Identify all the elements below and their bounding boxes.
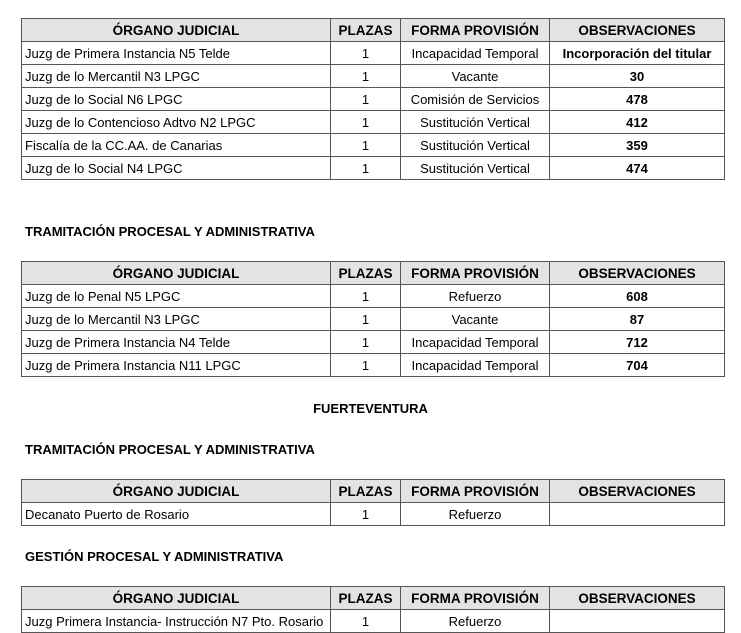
table-row (22, 308, 725, 331)
observaciones-cell: 87 (550, 308, 725, 331)
plazas-cell: 1 (331, 134, 401, 157)
table-plazas-3 (21, 479, 725, 526)
organo-cell: Juzg de lo Penal N5 LPGC (22, 285, 331, 308)
plazas-cell: 1 (331, 88, 401, 111)
forma-cell: Sustitución Vertical (401, 134, 550, 157)
col-header-plazas: PLAZAS (331, 19, 401, 42)
table-row (22, 331, 725, 354)
table-plazas-4 (21, 586, 725, 633)
forma-cell: Incapacidad Temporal (401, 42, 550, 65)
observaciones-cell: 359 (550, 134, 725, 157)
observaciones-cell: 704 (550, 354, 725, 377)
organo-cell: Juzg de lo Mercantil N3 LPGC (22, 65, 331, 88)
table-row (22, 65, 725, 88)
col-header-plazas: PLAZAS (331, 480, 401, 503)
table-row (22, 42, 725, 65)
organo-cell: Juzg de Primera Instancia N4 Telde (22, 331, 331, 354)
table-row (22, 285, 725, 308)
plazas-cell: 1 (331, 111, 401, 134)
observaciones-cell: 30 (550, 65, 725, 88)
table-header-row (22, 587, 725, 610)
col-header-observaciones: OBSERVACIONES (550, 262, 725, 285)
table-header-row (22, 262, 725, 285)
section-heading: TRAMITACIÓN PROCESAL Y ADMINISTRATIVA (25, 442, 315, 457)
table-plazas-1 (21, 18, 725, 180)
forma-cell: Incapacidad Temporal (401, 331, 550, 354)
organo-cell: Juzg de lo Mercantil N3 LPGC (22, 308, 331, 331)
table-row (22, 503, 725, 526)
table-row (22, 157, 725, 180)
col-header-plazas: PLAZAS (331, 587, 401, 610)
col-header-plazas: PLAZAS (331, 262, 401, 285)
col-header-observaciones: OBSERVACIONES (550, 480, 725, 503)
col-header-organo: ÓRGANO JUDICIAL (22, 480, 331, 503)
table-row (22, 88, 725, 111)
observaciones-cell (550, 610, 725, 633)
col-header-organo: ÓRGANO JUDICIAL (22, 262, 331, 285)
section-heading: TRAMITACIÓN PROCESAL Y ADMINISTRATIVA (25, 224, 315, 239)
organo-cell: Juzg de lo Contencioso Adtvo N2 LPGC (22, 111, 331, 134)
observaciones-cell: 712 (550, 331, 725, 354)
forma-cell: Vacante (401, 308, 550, 331)
col-header-organo: ÓRGANO JUDICIAL (22, 19, 331, 42)
forma-cell: Comisión de Servicios (401, 88, 550, 111)
plazas-cell: 1 (331, 42, 401, 65)
col-header-forma: FORMA PROVISIÓN (401, 262, 550, 285)
table-row (22, 134, 725, 157)
forma-cell: Incapacidad Temporal (401, 354, 550, 377)
organo-cell: Juzg de Primera Instancia N5 Telde (22, 42, 331, 65)
plazas-cell: 1 (331, 157, 401, 180)
organo-cell: Juzg Primera Instancia- Instrucción N7 Pto. Rosario (22, 610, 331, 633)
plazas-cell: 1 (331, 308, 401, 331)
observaciones-cell: 478 (550, 88, 725, 111)
organo-cell: Juzg de lo Social N6 LPGC (22, 88, 331, 111)
section-heading: GESTIÓN PROCESAL Y ADMINISTRATIVA (25, 549, 284, 564)
table-row (22, 610, 725, 633)
organo-cell: Juzg de Primera Instancia N11 LPGC (22, 354, 331, 377)
forma-cell: Vacante (401, 65, 550, 88)
observaciones-cell: 474 (550, 157, 725, 180)
col-header-observaciones: OBSERVACIONES (550, 19, 725, 42)
table-row (22, 354, 725, 377)
plazas-cell: 1 (331, 610, 401, 633)
observaciones-cell: 608 (550, 285, 725, 308)
plazas-cell: 1 (331, 331, 401, 354)
forma-cell: Refuerzo (401, 610, 550, 633)
forma-cell: Sustitución Vertical (401, 157, 550, 180)
observaciones-cell: 412 (550, 111, 725, 134)
col-header-forma: FORMA PROVISIÓN (401, 480, 550, 503)
table-row (22, 111, 725, 134)
table-header-row (22, 480, 725, 503)
plazas-cell: 1 (331, 285, 401, 308)
table-header-row (22, 19, 725, 42)
plazas-cell: 1 (331, 503, 401, 526)
forma-cell: Sustitución Vertical (401, 111, 550, 134)
observaciones-cell (550, 503, 725, 526)
island-heading: FUERTEVENTURA (313, 401, 428, 416)
col-header-observaciones: OBSERVACIONES (550, 587, 725, 610)
organo-cell: Fiscalía de la CC.AA. de Canarias (22, 134, 331, 157)
plazas-cell: 1 (331, 354, 401, 377)
organo-cell: Decanato Puerto de Rosario (22, 503, 331, 526)
plazas-cell: 1 (331, 65, 401, 88)
organo-cell: Juzg de lo Social N4 LPGC (22, 157, 331, 180)
col-header-forma: FORMA PROVISIÓN (401, 19, 550, 42)
table-plazas-2 (21, 261, 725, 377)
col-header-organo: ÓRGANO JUDICIAL (22, 587, 331, 610)
forma-cell: Refuerzo (401, 285, 550, 308)
col-header-forma: FORMA PROVISIÓN (401, 587, 550, 610)
forma-cell: Refuerzo (401, 503, 550, 526)
observaciones-cell: Incorporación del titular (550, 42, 725, 65)
